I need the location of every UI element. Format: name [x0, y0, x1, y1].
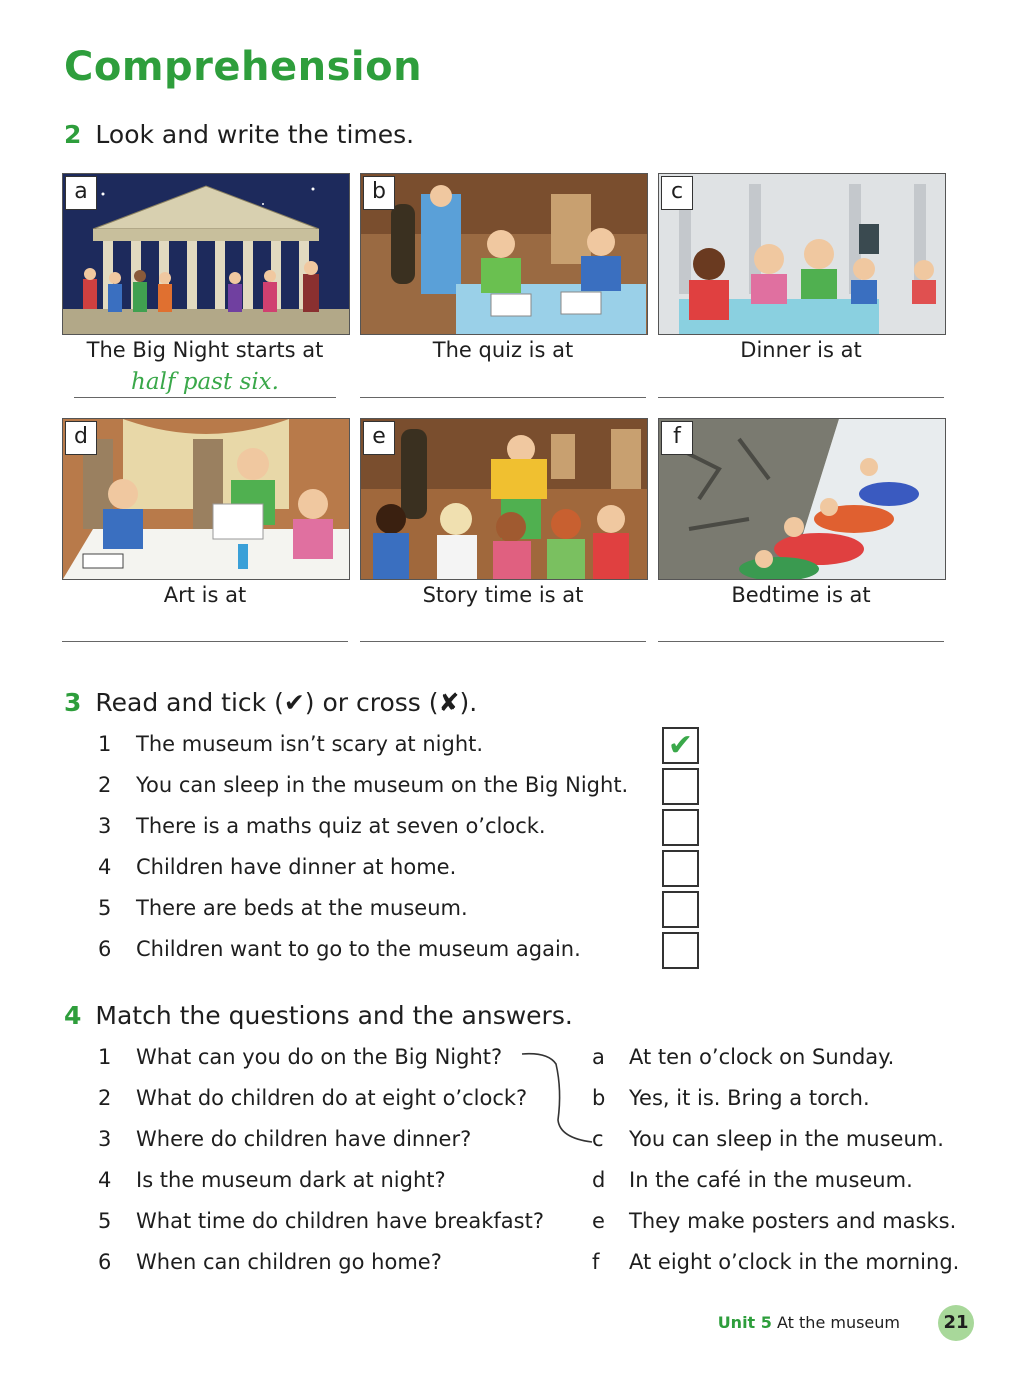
- exercise-3-instruction-part: ).: [459, 688, 478, 717]
- item-number: 5: [98, 896, 112, 920]
- exercise-3-number: 3: [64, 688, 82, 717]
- picture-c-dinner: [658, 173, 946, 335]
- answer-c[interactable]: You can sleep in the museum.: [629, 1127, 944, 1151]
- question-3[interactable]: Where do children have dinner?: [136, 1127, 472, 1151]
- tick-box-2[interactable]: [662, 768, 699, 805]
- picture-letter: e: [363, 421, 395, 455]
- statement-5: There are beds at the museum.: [136, 896, 468, 920]
- match-line-1-c: [518, 1050, 598, 1150]
- exercise-3-heading: [64, 688, 477, 717]
- picture-e-story-time: [360, 418, 648, 580]
- list-item: [98, 896, 111, 920]
- answer-line-e[interactable]: [360, 640, 646, 642]
- answer-b[interactable]: Yes, it is. Bring a torch.: [629, 1086, 870, 1110]
- exercise-2-number: 2: [64, 120, 82, 149]
- item-number: 1: [98, 732, 112, 756]
- exercise-4-heading: [64, 1001, 573, 1030]
- list-item: [98, 855, 111, 879]
- item-number: 3: [98, 814, 112, 838]
- question-number: 5: [98, 1209, 112, 1233]
- exercise-3-instruction-part: Read and tick (: [95, 688, 284, 717]
- question-1[interactable]: What can you do on the Big Night?: [136, 1045, 503, 1069]
- page-number: 21: [938, 1305, 974, 1341]
- question-number: 2: [98, 1086, 112, 1110]
- caption-e: Story time is at: [422, 583, 584, 607]
- item-number: 2: [98, 773, 112, 797]
- tick-box-1[interactable]: [662, 727, 699, 764]
- unit-title: At the museum: [777, 1313, 900, 1332]
- tick-icon: ✔: [283, 688, 305, 717]
- question-number: 4: [98, 1168, 112, 1192]
- answer-line-d[interactable]: [62, 640, 348, 642]
- tick-box-3[interactable]: [662, 809, 699, 846]
- footer-unit-label: [718, 1313, 900, 1332]
- answer-a[interactable]: At ten o’clock on Sunday.: [629, 1045, 895, 1069]
- list-item: [98, 773, 111, 797]
- answer-letter: e: [592, 1209, 605, 1233]
- answer-letter: b: [592, 1086, 606, 1110]
- tick-box-5[interactable]: [662, 891, 699, 928]
- list-item: [98, 732, 111, 756]
- picture-letter: a: [65, 176, 97, 210]
- tick-box-6[interactable]: [662, 932, 699, 969]
- picture-letter: f: [661, 421, 693, 455]
- answer-line-a[interactable]: [74, 396, 336, 398]
- tick-box-4[interactable]: [662, 850, 699, 887]
- caption-b: The quiz is at: [432, 338, 574, 362]
- tick-mark: ✔: [667, 728, 694, 763]
- list-item: [98, 937, 111, 961]
- answer-a-handwritten: half past six.: [131, 369, 279, 395]
- unit-number: Unit 5: [717, 1313, 772, 1332]
- list-item: [98, 814, 111, 838]
- statement-3: There is a maths quiz at seven o’clock.: [136, 814, 546, 838]
- picture-a-museum-exterior: [62, 173, 350, 335]
- caption-c: Dinner is at: [740, 338, 862, 362]
- question-4[interactable]: Is the museum dark at night?: [136, 1168, 446, 1192]
- item-number: 6: [98, 937, 112, 961]
- exercise-3-instruction-part: ) or cross (: [304, 688, 439, 717]
- exercise-4-instruction: Match the questions and the answers.: [95, 1001, 573, 1030]
- exercise-2-heading: [64, 120, 414, 149]
- question-6[interactable]: When can children go home?: [136, 1250, 442, 1274]
- cross-icon: ✘: [438, 688, 460, 717]
- exercise-2-instruction: Look and write the times.: [95, 120, 415, 149]
- answer-line-f[interactable]: [658, 640, 944, 642]
- statement-1: The museum isn’t scary at night.: [136, 732, 484, 756]
- question-5[interactable]: What time do children have breakfast?: [136, 1209, 544, 1233]
- question-number: 6: [98, 1250, 112, 1274]
- answer-f[interactable]: At eight o’clock in the morning.: [629, 1250, 960, 1274]
- picture-letter: c: [661, 176, 693, 210]
- statement-4: Children have dinner at home.: [136, 855, 457, 879]
- picture-f-bedtime: [658, 418, 946, 580]
- answer-letter: c: [592, 1127, 604, 1151]
- question-2[interactable]: What do children do at eight o’clock?: [136, 1086, 528, 1110]
- answer-line-c[interactable]: [658, 396, 944, 398]
- item-number: 4: [98, 855, 112, 879]
- question-number: 3: [98, 1127, 112, 1151]
- statement-2: You can sleep in the museum on the Big Night.: [136, 773, 629, 797]
- caption-f: Bedtime is at: [731, 583, 871, 607]
- answer-letter: d: [592, 1168, 606, 1192]
- answer-letter: a: [592, 1045, 605, 1069]
- question-number: 1: [98, 1045, 112, 1069]
- caption-d: Art is at: [163, 583, 247, 607]
- statement-6: Children want to go to the museum again.: [136, 937, 581, 961]
- picture-letter: b: [363, 176, 395, 210]
- page-title: Comprehension: [64, 44, 423, 90]
- answer-letter: f: [592, 1250, 600, 1274]
- picture-letter: d: [65, 421, 97, 455]
- picture-b-quiz: [360, 173, 648, 335]
- answer-line-b[interactable]: [360, 396, 646, 398]
- answer-e[interactable]: They make posters and masks.: [629, 1209, 957, 1233]
- picture-d-art: [62, 418, 350, 580]
- answer-d[interactable]: In the café in the museum.: [629, 1168, 913, 1192]
- caption-a: The Big Night starts at: [86, 338, 324, 362]
- exercise-4-number: 4: [64, 1001, 82, 1030]
